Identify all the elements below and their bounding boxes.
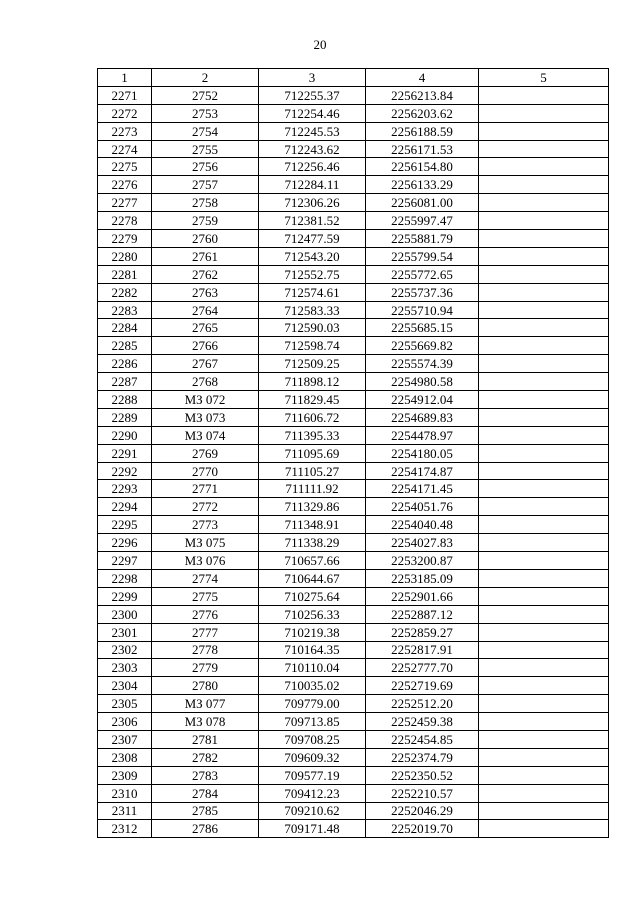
table-row xyxy=(98,373,609,391)
table-row xyxy=(98,444,609,462)
point-id-cell: 2752 xyxy=(152,86,259,104)
y-coordinate-cell: 2252350.52 xyxy=(366,766,479,784)
point-id-cell: 2763 xyxy=(152,283,259,301)
point-id-cell: 2780 xyxy=(152,677,259,695)
point-id-cell: 2775 xyxy=(152,587,259,605)
table-row xyxy=(98,713,609,731)
y-coordinate-cell: 2256154.80 xyxy=(366,158,479,176)
row-number-cell: 2305 xyxy=(98,695,152,713)
notes-cell xyxy=(479,337,609,355)
row-number-cell: 2299 xyxy=(98,587,152,605)
row-number-cell: 2304 xyxy=(98,677,152,695)
notes-cell xyxy=(479,766,609,784)
row-number-cell: 2272 xyxy=(98,104,152,122)
y-coordinate-cell: 2254171.45 xyxy=(366,480,479,498)
y-coordinate-cell: 2256188.59 xyxy=(366,122,479,140)
notes-cell xyxy=(479,265,609,283)
notes-cell xyxy=(479,516,609,534)
table-row xyxy=(98,301,609,319)
table-row xyxy=(98,623,609,641)
notes-cell xyxy=(479,158,609,176)
y-coordinate-cell: 2252459.38 xyxy=(366,713,479,731)
table-row xyxy=(98,802,609,820)
y-coordinate-cell: 2255799.54 xyxy=(366,247,479,265)
x-coordinate-cell: 710657.66 xyxy=(259,552,366,570)
notes-cell xyxy=(479,641,609,659)
row-number-cell: 2281 xyxy=(98,265,152,283)
x-coordinate-cell: 712590.03 xyxy=(259,319,366,337)
point-id-cell: МЗ 076 xyxy=(152,552,259,570)
notes-cell xyxy=(479,373,609,391)
row-number-cell: 2307 xyxy=(98,730,152,748)
x-coordinate-cell: 709577.19 xyxy=(259,766,366,784)
point-id-cell: 2773 xyxy=(152,516,259,534)
y-coordinate-cell: 2253200.87 xyxy=(366,552,479,570)
point-id-cell: 2759 xyxy=(152,212,259,230)
y-coordinate-cell: 2255737.36 xyxy=(366,283,479,301)
notes-cell xyxy=(479,426,609,444)
point-id-cell: 2756 xyxy=(152,158,259,176)
notes-cell xyxy=(479,659,609,677)
x-coordinate-cell: 709412.23 xyxy=(259,784,366,802)
point-id-cell: 2766 xyxy=(152,337,259,355)
row-number-cell: 2280 xyxy=(98,247,152,265)
row-number-cell: 2296 xyxy=(98,534,152,552)
y-coordinate-cell: 2254040.48 xyxy=(366,516,479,534)
x-coordinate-cell: 712256.46 xyxy=(259,158,366,176)
notes-cell xyxy=(479,605,609,623)
table-row xyxy=(98,695,609,713)
table-row xyxy=(98,230,609,248)
notes-cell xyxy=(479,480,609,498)
y-coordinate-cell: 2254912.04 xyxy=(366,391,479,409)
y-coordinate-cell: 2252512.20 xyxy=(366,695,479,713)
x-coordinate-cell: 712245.53 xyxy=(259,122,366,140)
x-coordinate-cell: 709210.62 xyxy=(259,802,366,820)
x-coordinate-cell: 712583.33 xyxy=(259,301,366,319)
y-coordinate-cell: 2255574.39 xyxy=(366,355,479,373)
table-row xyxy=(98,140,609,158)
row-number-cell: 2278 xyxy=(98,212,152,230)
x-coordinate-cell: 711829.45 xyxy=(259,391,366,409)
row-number-cell: 2301 xyxy=(98,623,152,641)
table-row xyxy=(98,820,609,838)
point-id-cell: 2754 xyxy=(152,122,259,140)
x-coordinate-cell: 709708.25 xyxy=(259,730,366,748)
row-number-cell: 2291 xyxy=(98,444,152,462)
y-coordinate-cell: 2252719.69 xyxy=(366,677,479,695)
x-coordinate-cell: 711095.69 xyxy=(259,444,366,462)
point-id-cell: 2779 xyxy=(152,659,259,677)
row-number-cell: 2279 xyxy=(98,230,152,248)
row-number-cell: 2292 xyxy=(98,462,152,480)
notes-cell xyxy=(479,462,609,480)
table-row xyxy=(98,569,609,587)
table-row xyxy=(98,158,609,176)
point-id-cell: МЗ 075 xyxy=(152,534,259,552)
point-id-cell: 2762 xyxy=(152,265,259,283)
notes-cell xyxy=(479,713,609,731)
x-coordinate-cell: 709779.00 xyxy=(259,695,366,713)
notes-cell xyxy=(479,391,609,409)
point-id-cell: МЗ 073 xyxy=(152,408,259,426)
x-coordinate-cell: 711111.92 xyxy=(259,480,366,498)
x-coordinate-cell: 711606.72 xyxy=(259,408,366,426)
notes-cell xyxy=(479,122,609,140)
notes-cell xyxy=(479,355,609,373)
table-row xyxy=(98,462,609,480)
y-coordinate-cell: 2254980.58 xyxy=(366,373,479,391)
table-row xyxy=(98,784,609,802)
y-coordinate-cell: 2252859.27 xyxy=(366,623,479,641)
table-row xyxy=(98,498,609,516)
table-row xyxy=(98,677,609,695)
point-id-cell: 2755 xyxy=(152,140,259,158)
table-row xyxy=(98,534,609,552)
x-coordinate-cell: 710219.38 xyxy=(259,623,366,641)
header-col-4: 4 xyxy=(366,69,479,87)
x-coordinate-cell: 711348.91 xyxy=(259,516,366,534)
point-id-cell: 2778 xyxy=(152,641,259,659)
notes-cell xyxy=(479,623,609,641)
point-id-cell: 2774 xyxy=(152,569,259,587)
row-number-cell: 2283 xyxy=(98,301,152,319)
notes-cell xyxy=(479,140,609,158)
page-number: 20 xyxy=(313,37,327,52)
x-coordinate-cell: 710164.35 xyxy=(259,641,366,659)
y-coordinate-cell: 2252777.70 xyxy=(366,659,479,677)
x-coordinate-cell: 711329.86 xyxy=(259,498,366,516)
y-coordinate-cell: 2253185.09 xyxy=(366,569,479,587)
y-coordinate-cell: 2252374.79 xyxy=(366,748,479,766)
point-id-cell: 2772 xyxy=(152,498,259,516)
row-number-cell: 2303 xyxy=(98,659,152,677)
notes-cell xyxy=(479,301,609,319)
y-coordinate-cell: 2256133.29 xyxy=(366,176,479,194)
y-coordinate-cell: 2254027.83 xyxy=(366,534,479,552)
y-coordinate-cell: 2252901.66 xyxy=(366,587,479,605)
point-id-cell: 2753 xyxy=(152,104,259,122)
x-coordinate-cell: 712477.59 xyxy=(259,230,366,248)
notes-cell xyxy=(479,194,609,212)
point-id-cell: МЗ 072 xyxy=(152,391,259,409)
table-row xyxy=(98,730,609,748)
x-coordinate-cell: 712598.74 xyxy=(259,337,366,355)
row-number-cell: 2308 xyxy=(98,748,152,766)
y-coordinate-cell: 2252019.70 xyxy=(366,820,479,838)
table-row xyxy=(98,194,609,212)
notes-cell xyxy=(479,802,609,820)
table-row xyxy=(98,265,609,283)
y-coordinate-cell: 2255710.94 xyxy=(366,301,479,319)
notes-cell xyxy=(479,104,609,122)
y-coordinate-cell: 2254180.05 xyxy=(366,444,479,462)
point-id-cell: МЗ 074 xyxy=(152,426,259,444)
x-coordinate-cell: 712255.37 xyxy=(259,86,366,104)
point-id-cell: 2777 xyxy=(152,623,259,641)
y-coordinate-cell: 2254478.97 xyxy=(366,426,479,444)
header-col-3: 3 xyxy=(259,69,366,87)
table-row xyxy=(98,480,609,498)
y-coordinate-cell: 2254051.76 xyxy=(366,498,479,516)
table-row xyxy=(98,337,609,355)
notes-cell xyxy=(479,695,609,713)
notes-cell xyxy=(479,247,609,265)
point-id-cell: 2757 xyxy=(152,176,259,194)
point-id-cell: 2784 xyxy=(152,784,259,802)
point-id-cell: МЗ 078 xyxy=(152,713,259,731)
row-number-cell: 2306 xyxy=(98,713,152,731)
row-number-cell: 2309 xyxy=(98,766,152,784)
table-row xyxy=(98,355,609,373)
point-id-cell: 2785 xyxy=(152,802,259,820)
notes-cell xyxy=(479,534,609,552)
header-row xyxy=(98,69,609,87)
notes-cell xyxy=(479,408,609,426)
y-coordinate-cell: 2255881.79 xyxy=(366,230,479,248)
row-number-cell: 2310 xyxy=(98,784,152,802)
y-coordinate-cell: 2255669.82 xyxy=(366,337,479,355)
notes-cell xyxy=(479,319,609,337)
notes-cell xyxy=(479,784,609,802)
row-number-cell: 2277 xyxy=(98,194,152,212)
x-coordinate-cell: 709713.85 xyxy=(259,713,366,731)
row-number-cell: 2298 xyxy=(98,569,152,587)
point-id-cell: 2768 xyxy=(152,373,259,391)
table-row xyxy=(98,426,609,444)
x-coordinate-cell: 712381.52 xyxy=(259,212,366,230)
row-number-cell: 2275 xyxy=(98,158,152,176)
notes-cell xyxy=(479,230,609,248)
notes-cell xyxy=(479,587,609,605)
row-number-cell: 2286 xyxy=(98,355,152,373)
table-row xyxy=(98,86,609,104)
y-coordinate-cell: 2256081.00 xyxy=(366,194,479,212)
table-row xyxy=(98,391,609,409)
table-row xyxy=(98,552,609,570)
row-number-cell: 2290 xyxy=(98,426,152,444)
row-number-cell: 2300 xyxy=(98,605,152,623)
y-coordinate-cell: 2252046.29 xyxy=(366,802,479,820)
x-coordinate-cell: 709609.32 xyxy=(259,748,366,766)
row-number-cell: 2271 xyxy=(98,86,152,104)
row-number-cell: 2284 xyxy=(98,319,152,337)
row-number-cell: 2293 xyxy=(98,480,152,498)
x-coordinate-cell: 712543.20 xyxy=(259,247,366,265)
notes-cell xyxy=(479,569,609,587)
point-id-cell: 2767 xyxy=(152,355,259,373)
x-coordinate-cell: 710110.04 xyxy=(259,659,366,677)
notes-cell xyxy=(479,283,609,301)
point-id-cell: 2770 xyxy=(152,462,259,480)
row-number-cell: 2294 xyxy=(98,498,152,516)
row-number-cell: 2297 xyxy=(98,552,152,570)
point-id-cell: 2761 xyxy=(152,247,259,265)
table-row xyxy=(98,766,609,784)
notes-cell xyxy=(479,86,609,104)
x-coordinate-cell: 712552.75 xyxy=(259,265,366,283)
x-coordinate-cell: 710644.67 xyxy=(259,569,366,587)
row-number-cell: 2285 xyxy=(98,337,152,355)
header-col-1: 1 xyxy=(98,69,152,87)
y-coordinate-cell: 2254689.83 xyxy=(366,408,479,426)
y-coordinate-cell: 2254174.87 xyxy=(366,462,479,480)
point-id-cell: 2765 xyxy=(152,319,259,337)
y-coordinate-cell: 2256171.53 xyxy=(366,140,479,158)
y-coordinate-cell: 2252817.91 xyxy=(366,641,479,659)
row-number-cell: 2282 xyxy=(98,283,152,301)
point-id-cell: 2782 xyxy=(152,748,259,766)
table-row xyxy=(98,122,609,140)
x-coordinate-cell: 711898.12 xyxy=(259,373,366,391)
y-coordinate-cell: 2252887.12 xyxy=(366,605,479,623)
table-row xyxy=(98,176,609,194)
notes-cell xyxy=(479,677,609,695)
x-coordinate-cell: 710256.33 xyxy=(259,605,366,623)
table-row xyxy=(98,587,609,605)
row-number-cell: 2276 xyxy=(98,176,152,194)
x-coordinate-cell: 711395.33 xyxy=(259,426,366,444)
table-header xyxy=(98,69,609,87)
x-coordinate-cell: 712306.26 xyxy=(259,194,366,212)
x-coordinate-cell: 711338.29 xyxy=(259,534,366,552)
x-coordinate-cell: 712243.62 xyxy=(259,140,366,158)
row-number-cell: 2312 xyxy=(98,820,152,838)
notes-cell xyxy=(479,552,609,570)
point-id-cell: 2758 xyxy=(152,194,259,212)
point-id-cell: 2771 xyxy=(152,480,259,498)
header-col-5: 5 xyxy=(479,69,609,87)
row-number-cell: 2287 xyxy=(98,373,152,391)
point-id-cell: 2776 xyxy=(152,605,259,623)
y-coordinate-cell: 2256213.84 xyxy=(366,86,479,104)
x-coordinate-cell: 710035.02 xyxy=(259,677,366,695)
x-coordinate-cell: 712284.11 xyxy=(259,176,366,194)
row-number-cell: 2288 xyxy=(98,391,152,409)
table-row xyxy=(98,319,609,337)
point-id-cell: 2783 xyxy=(152,766,259,784)
x-coordinate-cell: 712509.25 xyxy=(259,355,366,373)
table-row xyxy=(98,641,609,659)
y-coordinate-cell: 2255997.47 xyxy=(366,212,479,230)
point-id-cell: 2760 xyxy=(152,230,259,248)
table-row xyxy=(98,748,609,766)
table-row xyxy=(98,659,609,677)
coordinates-table xyxy=(97,68,609,838)
table-row xyxy=(98,408,609,426)
point-id-cell: 2769 xyxy=(152,444,259,462)
table-body xyxy=(98,86,609,837)
x-coordinate-cell: 711105.27 xyxy=(259,462,366,480)
table-row xyxy=(98,605,609,623)
notes-cell xyxy=(479,748,609,766)
y-coordinate-cell: 2255772.65 xyxy=(366,265,479,283)
point-id-cell: 2786 xyxy=(152,820,259,838)
table-row xyxy=(98,212,609,230)
notes-cell xyxy=(479,820,609,838)
table-row xyxy=(98,516,609,534)
row-number-cell: 2302 xyxy=(98,641,152,659)
point-id-cell: 2781 xyxy=(152,730,259,748)
x-coordinate-cell: 712254.46 xyxy=(259,104,366,122)
table-row xyxy=(98,104,609,122)
notes-cell xyxy=(479,730,609,748)
notes-cell xyxy=(479,176,609,194)
notes-cell xyxy=(479,498,609,516)
row-number-cell: 2273 xyxy=(98,122,152,140)
notes-cell xyxy=(479,212,609,230)
point-id-cell: МЗ 077 xyxy=(152,695,259,713)
row-number-cell: 2289 xyxy=(98,408,152,426)
row-number-cell: 2295 xyxy=(98,516,152,534)
header-col-2: 2 xyxy=(152,69,259,87)
table-row xyxy=(98,283,609,301)
x-coordinate-cell: 712574.61 xyxy=(259,283,366,301)
point-id-cell: 2764 xyxy=(152,301,259,319)
table-row xyxy=(98,247,609,265)
y-coordinate-cell: 2255685.15 xyxy=(366,319,479,337)
row-number-cell: 2274 xyxy=(98,140,152,158)
y-coordinate-cell: 2252210.57 xyxy=(366,784,479,802)
notes-cell xyxy=(479,444,609,462)
y-coordinate-cell: 2256203.62 xyxy=(366,104,479,122)
y-coordinate-cell: 2252454.85 xyxy=(366,730,479,748)
row-number-cell: 2311 xyxy=(98,802,152,820)
x-coordinate-cell: 709171.48 xyxy=(259,820,366,838)
x-coordinate-cell: 710275.64 xyxy=(259,587,366,605)
